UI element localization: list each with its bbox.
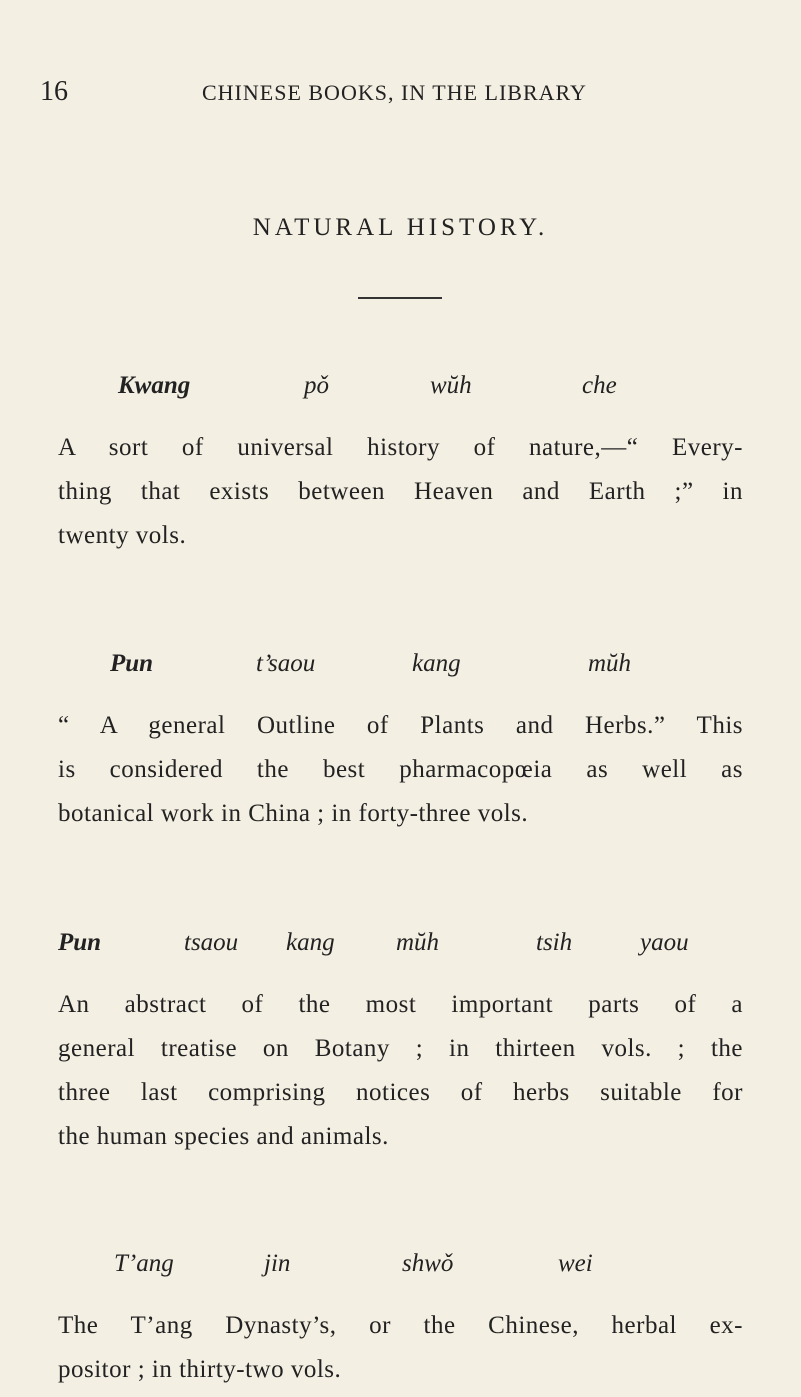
- entry-description: [58, 983, 743, 1159]
- page-number: 16: [40, 76, 68, 107]
- romanized-word: tsih: [536, 929, 573, 956]
- description-line: general treatise on Botany ; in thirteen vols. ; the: [58, 1035, 743, 1062]
- description-line: “ A general Outline of Plants and Herbs.” This: [58, 712, 743, 739]
- romanized-title: [58, 372, 743, 412]
- romanized-word: T’ang: [114, 1250, 174, 1277]
- description-line: positor ; in thirty-two vols.: [58, 1356, 342, 1383]
- entry-description: [58, 704, 743, 836]
- book-entry: [58, 1250, 743, 1392]
- romanized-word: che: [582, 372, 617, 399]
- running-head: [40, 76, 761, 116]
- description-line: three last comprising notices of herbs suitable for: [58, 1079, 743, 1106]
- romanized-word: kang: [412, 650, 461, 677]
- divider-rule: [358, 297, 442, 299]
- description-line: is considered the best pharmacopœia as well as: [58, 756, 743, 783]
- book-entry: [58, 372, 743, 558]
- romanized-word: t’saou: [256, 650, 316, 677]
- description-line: twenty vols.: [58, 522, 187, 549]
- romanized-word: Kwang: [118, 372, 191, 399]
- romanized-word: kang: [286, 929, 335, 956]
- romanized-word: jin: [264, 1250, 291, 1277]
- romanized-title: [58, 650, 743, 690]
- romanized-word: wei: [558, 1250, 593, 1277]
- romanized-word: wŭh: [430, 372, 472, 399]
- romanized-word: yaou: [640, 929, 689, 956]
- entry-description: [58, 426, 743, 558]
- running-title: CHINESE BOOKS, IN THE LIBRARY: [202, 80, 587, 105]
- romanized-word: Pun: [58, 929, 102, 956]
- book-entry: [58, 929, 743, 1159]
- romanized-word: tsaou: [184, 929, 239, 956]
- romanized-word: mŭh: [588, 650, 632, 677]
- romanized-title: [58, 1250, 743, 1290]
- romanized-word: mŭh: [396, 929, 440, 956]
- description-line: botanical work in China ; in forty-three vols.: [58, 800, 529, 827]
- entry-description: [58, 1304, 743, 1392]
- romanized-word: Pun: [110, 650, 154, 677]
- romanized-title: [58, 929, 743, 969]
- description-line: A sort of universal history of nature,—“ Every-: [58, 434, 743, 461]
- description-line: An abstract of the most important parts of a: [58, 991, 743, 1018]
- section-title: NATURAL HISTORY.: [252, 214, 549, 241]
- romanized-word: shwǒ: [402, 1250, 454, 1277]
- description-line: thing that exists between Heaven and Earth ;” in: [58, 478, 743, 505]
- description-line: The T’ang Dynasty’s, or the Chinese, herbal ex-: [58, 1312, 743, 1339]
- book-entry: [58, 650, 743, 836]
- description-line: the human species and animals.: [58, 1123, 389, 1150]
- romanized-word: pǒ: [304, 372, 329, 399]
